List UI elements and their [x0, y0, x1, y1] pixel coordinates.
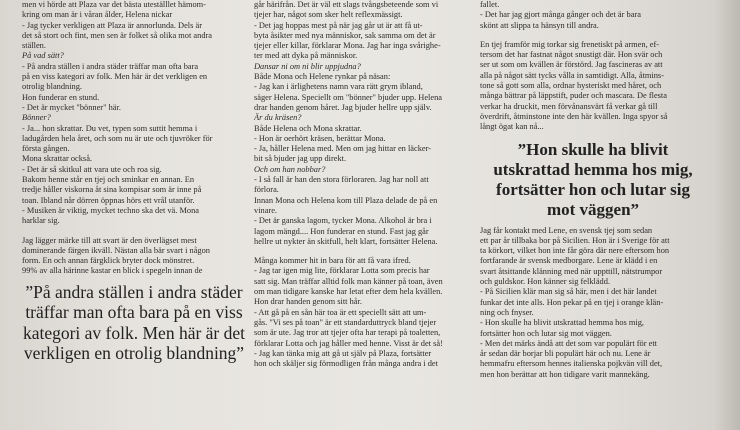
body-line: - I så fall är han den stora förloraren. Jag har noll att — [254, 175, 429, 185]
body-line: satt sig. Man träffar alltid folk man känner på toan, även — [254, 276, 443, 286]
body-line: fallet. — [480, 0, 500, 9]
body-line: men vi hörde att Plaza var det bästa uteställlet hämom- — [22, 0, 206, 9]
pull-quote: ”Hon skulle ha blivit utskrattad hemma hos mig, fortsätter hon och lutar sig mot väggen” — [493, 139, 693, 219]
body-line: Innan Mona och Helena kom till Plaza delade de på en — [254, 195, 438, 205]
body-line: ning och fnyser. — [480, 307, 534, 317]
column-3 — [480, 0, 706, 380]
interview-question: Och om han nobbar? — [254, 164, 326, 174]
interview-question: Dansar ni om ni blir uppjudna? — [254, 61, 361, 71]
body-line: ser ut som om kvällen är förstörd. Jag fascineras av att — [480, 60, 663, 70]
body-line: överdrift, åtminstone inte den här kvällen. Inga spyor så — [480, 111, 668, 121]
body-line: Både Mona och Helene rynkar på näsan: — [254, 72, 391, 82]
body-line: - Det är så skitkul att vara ute och roa sig. — [22, 164, 162, 174]
body-line: går härifrån. Det är väl ett slags tvångsbeteende som vi — [254, 0, 439, 9]
body-line: Jag lägger märke till att svart är den överlägset mest — [22, 235, 197, 245]
body-line: Många kommer hit in bara för att få vara ifred. — [254, 256, 411, 266]
body-line: - På Sicilien klär man sig så här, men i det här landet — [480, 287, 657, 297]
body-line: - Det är ganska lagom, tycker Mona. Alkohol är bra i — [254, 216, 432, 226]
body-line: förlora. — [254, 185, 279, 195]
body-line: verkar ha druckit, men förvånansvärt få verkar gå till — [480, 101, 658, 111]
body-line: kring om man är i våran ålder, Helena nickar — [22, 10, 173, 20]
column-1 — [22, 0, 246, 364]
body-line: - Hon är oerhört kräsen, berättar Mona. — [254, 133, 386, 143]
pull-quote: ”På andra ställen i andra städer träffar man ofta bara på en viss kategori av folk. Men här är det verkligen en otrolig blandning” — [22, 281, 246, 364]
body-line: gås. "Vi ses på toan" är ett standarduttryck bland tjejer — [254, 317, 437, 327]
body-line: - Ja, håller Helena med. Men om jag hittar en läcker- — [254, 144, 432, 154]
body-line: tredje håller viskorna åt sina kompisar som är inne på — [22, 185, 202, 195]
body-line: hellre ut nykter än skitfull, helt klart, fortsätter Helena. — [254, 236, 438, 246]
body-line: tone så gott som alla, ordnar hysteriskt med håret, och — [480, 81, 662, 91]
body-line: drar handen genom håret. Jag bjuder hellre upp själv. — [254, 102, 432, 112]
body-line: på en viss kategori av folk. Men här är det verkligen en — [22, 72, 208, 82]
page-edge-shadow — [714, 0, 740, 430]
body-line: toan. Ibland når dörren öppnas hörs ett vrål utanför. — [22, 195, 195, 205]
body-line: Både Helena och Mona skrattar. — [254, 123, 362, 133]
body-line: tjejer eller killar, förklarar Mona. Jag har inga svårighe- — [254, 41, 441, 51]
body-line: - Ja... hon skrattar. Du vet, typen som suttit hemma i — [22, 123, 198, 133]
body-line: - Jag kan i ärlighetens namn vara rätt grym ibland, — [254, 82, 423, 92]
body-line: dominerande färgen ikväll. Nästan alla bär svart i någon — [22, 245, 210, 255]
body-line: fortfarande är svensk medborgare. Lene är klädd i en — [480, 256, 658, 266]
body-line: svart åtsittande klänning med när uppttill, nätstrumpor — [480, 266, 663, 276]
body-line: skönt att slippa ta hänsyn till andra. — [480, 20, 599, 30]
body-line: bit så bjuder jag upp direkt. — [254, 154, 347, 164]
body-line: vinare. — [254, 205, 278, 215]
body-line: långt ögat kan nå... — [480, 122, 544, 132]
body-line: som är ute. Jag tror att tjejer ofta har terapi på toaletten, — [254, 328, 441, 338]
body-line: tersom det har fastnat något snustigt där. Hon svär och — [480, 50, 663, 60]
body-line: år sedan där borjar bli populärt här och nu. Lene är — [480, 349, 651, 359]
body-line: tjejer har, något som sker helt reflexmässigt. — [254, 10, 403, 20]
body-line: funkar det inte alls. Hon pekar på en tjej i orange klän- — [480, 297, 664, 307]
body-line: och guldskor. Hon känner sig felklädd. — [480, 277, 611, 287]
body-line: - Det jag hoppas mest på när jag går ut är att få ut- — [254, 20, 423, 30]
body-line: - Jag tar igen mig lite, förklarar Lotta som precis har — [254, 266, 430, 276]
body-line: ter med att dyka på människor. — [254, 51, 358, 61]
interview-question: Är du kräsen? — [254, 113, 302, 123]
body-line: - Det är mycket "bönner" här. — [22, 102, 121, 112]
body-line: - Jag tycker verkligen att Plaza är annorlunda. Dels är — [22, 20, 202, 30]
body-line: förklarar Lotta och jag håller med henne. Visst är det så! — [254, 338, 443, 348]
body-line: Bakom henne står en tjej och sminkar en annan. En — [22, 175, 195, 185]
body-line: - På andra ställen i andra städer träffar man ofta bara — [22, 61, 199, 71]
body-line: om man tidigare kanske har letat efter dem hela kvällen. — [254, 287, 443, 297]
body-line: Hon funderar en stund. — [22, 92, 100, 102]
body-line: ställen. — [22, 41, 46, 51]
body-line: hon och skäljer sig förmodligen från många andra i det — [254, 359, 438, 369]
body-line: otrolig blandning. — [22, 82, 83, 92]
body-line: fortsätter hon och lutar sig mot väggen. — [480, 328, 612, 338]
body-line: ladugården hela året, och som nu är ute och tjuvröker för — [22, 133, 213, 143]
body-line: - Jag kan tänka mig att gå ut själv på Plaza, fortsätter — [254, 348, 432, 358]
body-line: alla på något sätt tycks vålla in samtidigt. Alla, åtmins- — [480, 70, 664, 80]
body-line: men hon berättar att hon tidigare varit mannekäng. — [480, 369, 650, 379]
body-line: säger Helena. Speciellt om "bönner" bjuder upp. Helena — [254, 92, 442, 102]
body-line: Hon drar handen genom sitt hår. — [254, 297, 362, 307]
body-line: hemmafru eftersom hennes italienska pojkvän vill det, — [480, 359, 663, 369]
body-line: många bättrar på läppstift, puder och mascara. De flesta — [480, 91, 667, 101]
body-line: En tjej framför mig torkar sig frenetiskt på armen, ef- — [480, 39, 660, 49]
body-line: lagom mängd.... Hon funderar en stund. Fast jag går — [254, 226, 429, 236]
body-line: ett par år tillbaka bor på Sicilien. Hon är i Sverige för att — [480, 235, 670, 245]
body-line: första gången. — [22, 144, 70, 154]
body-line: - Men det märks ändå att det som var populärt för ett — [480, 338, 657, 348]
body-line: ta körkort, vilket hon inte får göra där nere eftersom hon — [480, 246, 670, 256]
body-line: det så stort och fint, men sen är folket så olika mot andra — [22, 30, 213, 40]
body-line: Mona skrattar också. — [22, 154, 93, 164]
body-line: - Att gå på en sån här toa är ett speciellt sätt att um- — [254, 307, 427, 317]
interview-question: Bönner? — [22, 113, 51, 123]
body-line: 99% av alla härinne kastar en blick i spegeln innan de — [22, 266, 203, 276]
body-line: Jag får kontakt med Lene, en svensk tjej som sedan — [480, 225, 653, 235]
body-line: - Det har jag gjort många gånger och det är bara — [480, 10, 641, 20]
body-line: - Hon skulle ha blivit utskrattad hemma hos mig, — [480, 318, 644, 328]
body-line: harklar sig. — [22, 216, 60, 226]
body-line: byta åsikter med nya människor, sak samma om det är — [254, 30, 436, 40]
interview-question: På vad sätt? — [22, 51, 64, 61]
column-2 — [254, 0, 476, 369]
body-line: - Musiken är viktig, mycket techno ska det vä. Mona — [22, 205, 199, 215]
body-line: form. En och annan färgklick bryter dock mönstret. — [22, 256, 195, 266]
